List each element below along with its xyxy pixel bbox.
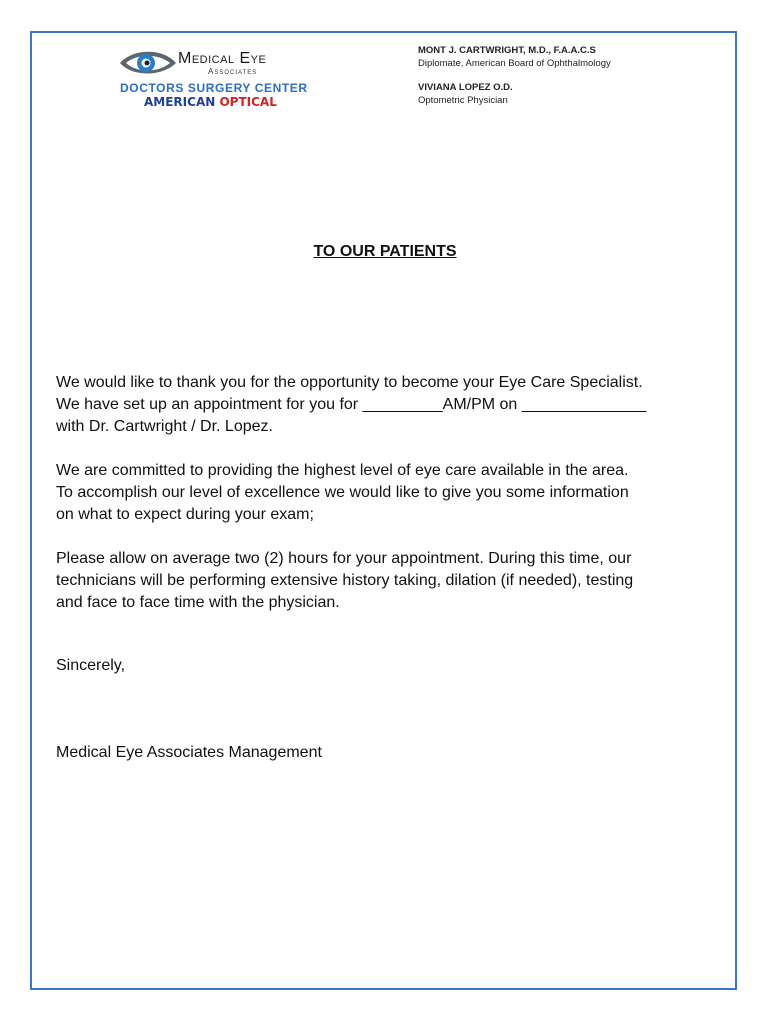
- text-line: To accomplish our level of excellence we would like to give you some information: [56, 484, 629, 501]
- text-line: We are committed to providing the highest level of eye care available in the area.: [56, 462, 629, 479]
- physician-title: Diplomate, American Board of Ophthalmology: [418, 58, 611, 69]
- physician-name: VIVIANA LOPEZ O.D.: [418, 82, 513, 93]
- optical-part-2: OPTICAL: [219, 95, 277, 109]
- letter-title: TO OUR PATIENTS: [313, 243, 457, 260]
- text-line: technicians will be performing extensive history taking, dilation (if needed), testing: [56, 572, 634, 589]
- physician-title: Optometric Physician: [418, 95, 508, 106]
- signature: Medical Eye Associates Management: [56, 744, 322, 761]
- physician-1: [418, 45, 718, 70]
- closing: Sincerely,: [56, 657, 126, 674]
- paragraph-1: [56, 372, 716, 438]
- optical-name: [144, 95, 277, 109]
- text-line: We would like to thank you for the opportunity to become your Eye Care Specialist.: [56, 374, 643, 391]
- letterhead-logo: [118, 44, 338, 114]
- text-line: Please allow on average two (2) hours for your appointment. During this time, our: [56, 550, 632, 567]
- text-line: on what to expect during your exam;: [56, 506, 314, 523]
- text-line: We have set up an appointment for you for _________AM/PM on ______________: [56, 396, 647, 413]
- logo-name: Medical Eye: [178, 50, 267, 67]
- physician-name: MONT J. CARTWRIGHT, M.D., F.A.A.C.S: [418, 45, 596, 56]
- letter-body: [56, 372, 716, 614]
- surgery-center-name: DOCTORS SURGERY CENTER: [120, 81, 308, 95]
- text-line: and face to face time with the physician.: [56, 594, 340, 611]
- paragraph-2: [56, 460, 716, 526]
- paragraph-3: [56, 548, 716, 614]
- physician-list: [418, 45, 718, 107]
- physician-2: [418, 82, 718, 107]
- optical-part-1: AMERICAN: [144, 95, 216, 109]
- eye-icon: [118, 46, 178, 80]
- text-line: with Dr. Cartwright / Dr. Lopez.: [56, 418, 273, 435]
- logo-subtitle: Associates: [208, 67, 258, 76]
